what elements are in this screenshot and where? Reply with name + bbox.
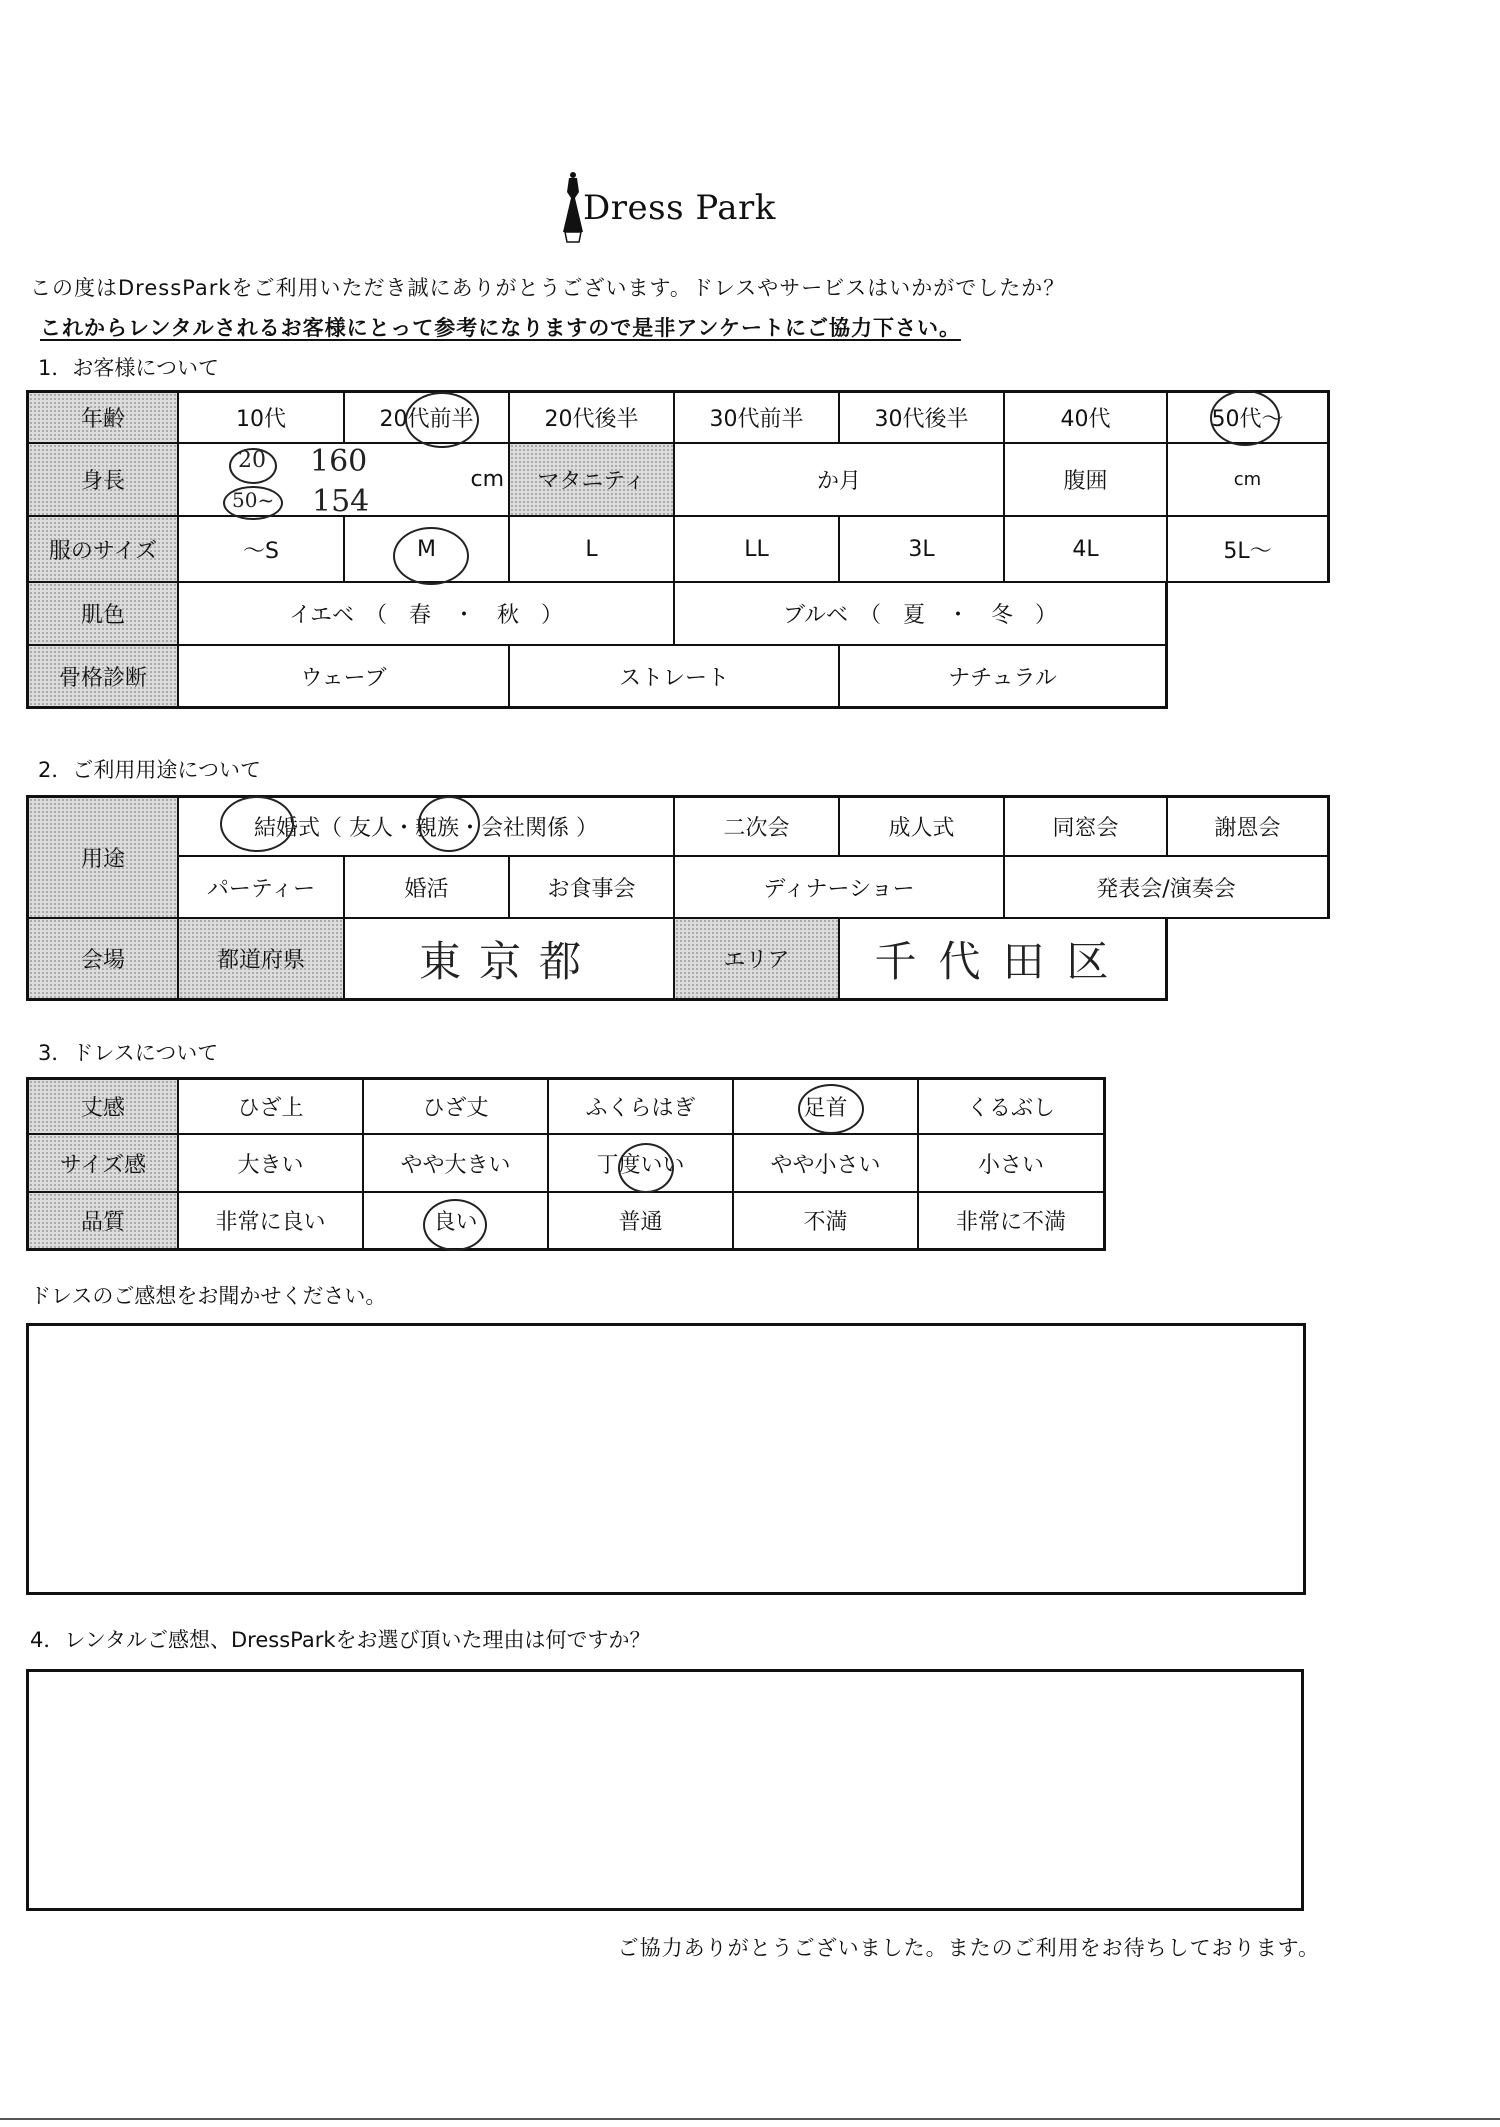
dress-option[interactable]: ひざ上 bbox=[179, 1077, 364, 1135]
dress-option[interactable]: 普通 bbox=[549, 1193, 734, 1251]
age-option[interactable]: 50代～ bbox=[1168, 390, 1330, 444]
usage-option[interactable]: パーティー bbox=[179, 857, 345, 919]
usage-option[interactable]: 二次会 bbox=[675, 795, 840, 857]
dress-option[interactable]: くるぶし bbox=[919, 1077, 1106, 1135]
dress-option[interactable]: ひざ丈 bbox=[364, 1077, 549, 1135]
selection-circle-good bbox=[423, 1199, 487, 1251]
area-value[interactable]: 千代田区 bbox=[840, 919, 1168, 1001]
selection-circle-50s bbox=[1210, 390, 1280, 446]
usage-option[interactable]: 同窓会 bbox=[1005, 795, 1168, 857]
usage-option[interactable]: 結婚式（ 友人・親族・会社関係 ） bbox=[179, 795, 675, 857]
size-label: 服のサイズ bbox=[26, 517, 179, 583]
dresspark-logo bbox=[555, 170, 815, 260]
rental-comment-box[interactable] bbox=[26, 1669, 1304, 1911]
waist-unit: cm bbox=[1168, 444, 1330, 517]
hw-circle bbox=[223, 486, 283, 520]
size-option[interactable]: L bbox=[510, 517, 675, 583]
size-option[interactable]: 3L bbox=[840, 517, 1005, 583]
height-unit: cm bbox=[470, 467, 504, 492]
scan-edge-line bbox=[0, 2118, 1500, 2120]
footer-thanks: ご協力ありがとうございました。またのご利用をお待ちしております。 bbox=[617, 1936, 1320, 1960]
usage-option[interactable]: 発表会/演奏会 bbox=[1005, 857, 1330, 919]
usage-option[interactable]: 謝恩会 bbox=[1168, 795, 1330, 857]
dress-row-label: 丈感 bbox=[26, 1077, 179, 1135]
section3-title: 3．ドレスについて bbox=[38, 1041, 219, 1065]
size-option[interactable]: 4L bbox=[1005, 517, 1168, 583]
size-option[interactable]: M bbox=[345, 517, 510, 583]
usage-option[interactable]: 成人式 bbox=[840, 795, 1005, 857]
venue-label: 会場 bbox=[26, 919, 179, 1001]
dress-option[interactable]: 不満 bbox=[734, 1193, 919, 1251]
logo-text: Dress Park bbox=[583, 188, 776, 228]
skin-yellow[interactable]: イエベ （ 春 ・ 秋 ） bbox=[179, 583, 675, 646]
hw-height-160: 160 bbox=[310, 444, 368, 479]
height-label: 身長 bbox=[26, 444, 179, 517]
dress-option[interactable]: 非常に良い bbox=[179, 1193, 364, 1251]
selection-circle-relatives bbox=[418, 796, 480, 852]
customer-table bbox=[26, 390, 1330, 718]
size-option[interactable]: LL bbox=[675, 517, 840, 583]
selection-circle-wedding bbox=[220, 796, 294, 852]
dress-option[interactable]: やや小さい bbox=[734, 1135, 919, 1193]
skin-blue[interactable]: ブルベ （ 夏 ・ 冬 ） bbox=[675, 583, 1168, 646]
usage-option[interactable]: お食事会 bbox=[510, 857, 675, 919]
dress-option[interactable]: 大きい bbox=[179, 1135, 364, 1193]
frame-option[interactable]: ウェーブ bbox=[179, 646, 510, 709]
frame-option[interactable]: ストレート bbox=[510, 646, 840, 709]
selection-circle-ankle bbox=[798, 1084, 864, 1134]
age-option[interactable]: 30代後半 bbox=[840, 390, 1005, 444]
size-option[interactable]: 5L～ bbox=[1168, 517, 1330, 583]
area-label: エリア bbox=[675, 919, 840, 1001]
age-option[interactable]: 40代 bbox=[1005, 390, 1168, 444]
dress-option[interactable]: 丁度いい bbox=[549, 1135, 734, 1193]
selection-circle-size-m bbox=[393, 527, 469, 585]
dress-row-label: サイズ感 bbox=[26, 1135, 179, 1193]
section1-title: 1．お客様について bbox=[38, 356, 219, 380]
dress-option[interactable]: 足首 bbox=[734, 1077, 919, 1135]
selection-circle-just-right bbox=[618, 1143, 674, 1193]
usage-option[interactable]: 婚活 bbox=[345, 857, 510, 919]
age-option[interactable]: 10代 bbox=[179, 390, 345, 444]
dress-option[interactable]: 小さい bbox=[919, 1135, 1106, 1193]
age-option[interactable]: 30代前半 bbox=[675, 390, 840, 444]
hw-height-154: 154 bbox=[312, 484, 370, 519]
intro-text: この度はDressParkをご利用いただき誠にありがとうございます。ドレスやサービスはいかがでしたか？ bbox=[30, 276, 1066, 300]
age-option[interactable]: 20代前半 bbox=[345, 390, 510, 444]
frame-option[interactable]: ナチュラル bbox=[840, 646, 1168, 709]
dress-comment-box[interactable] bbox=[26, 1323, 1306, 1595]
months-cell: か月 bbox=[675, 444, 1005, 517]
dress-comment-prompt: ドレスのご感想をお聞かせください。 bbox=[30, 1284, 387, 1308]
dress-row-label: 品質 bbox=[26, 1193, 179, 1251]
section4-title: 4．レンタルご感想、DressParkをお選び頂いた理由は何ですか？ bbox=[30, 1628, 651, 1652]
section2-title: 2．ご利用用途について bbox=[38, 758, 261, 782]
hw-age-20: 20 bbox=[238, 448, 266, 473]
frame-label: 骨格診断 bbox=[26, 646, 179, 709]
prefecture-label: 都道府県 bbox=[179, 919, 345, 1001]
age-label: 年齢 bbox=[26, 390, 179, 444]
size-option[interactable]: ～S bbox=[179, 517, 345, 583]
dress-option[interactable]: 非常に不満 bbox=[919, 1193, 1106, 1251]
usage-label: 用途 bbox=[26, 795, 179, 919]
waist-label: 腹囲 bbox=[1005, 444, 1168, 517]
age-option[interactable]: 20代後半 bbox=[510, 390, 675, 444]
hw-circle bbox=[229, 448, 277, 484]
hw-age-50: 50~ bbox=[232, 488, 275, 512]
skin-label: 肌色 bbox=[26, 583, 179, 646]
intro-request: これからレンタルされるお客様にとって参考になりますので是非アンケートにご協力下さい。 bbox=[40, 316, 961, 340]
dress-table bbox=[26, 1077, 1106, 1257]
dress-option[interactable]: 良い bbox=[364, 1193, 549, 1251]
dress-option[interactable]: ふくらはぎ bbox=[549, 1077, 734, 1135]
maternity-label: マタニティ bbox=[510, 444, 675, 517]
selection-circle-20s-early bbox=[405, 392, 479, 448]
dress-option[interactable]: やや大きい bbox=[364, 1135, 549, 1193]
prefecture-value[interactable]: 東京都 bbox=[345, 919, 675, 1001]
usage-option[interactable]: ディナーショー bbox=[675, 857, 1005, 919]
